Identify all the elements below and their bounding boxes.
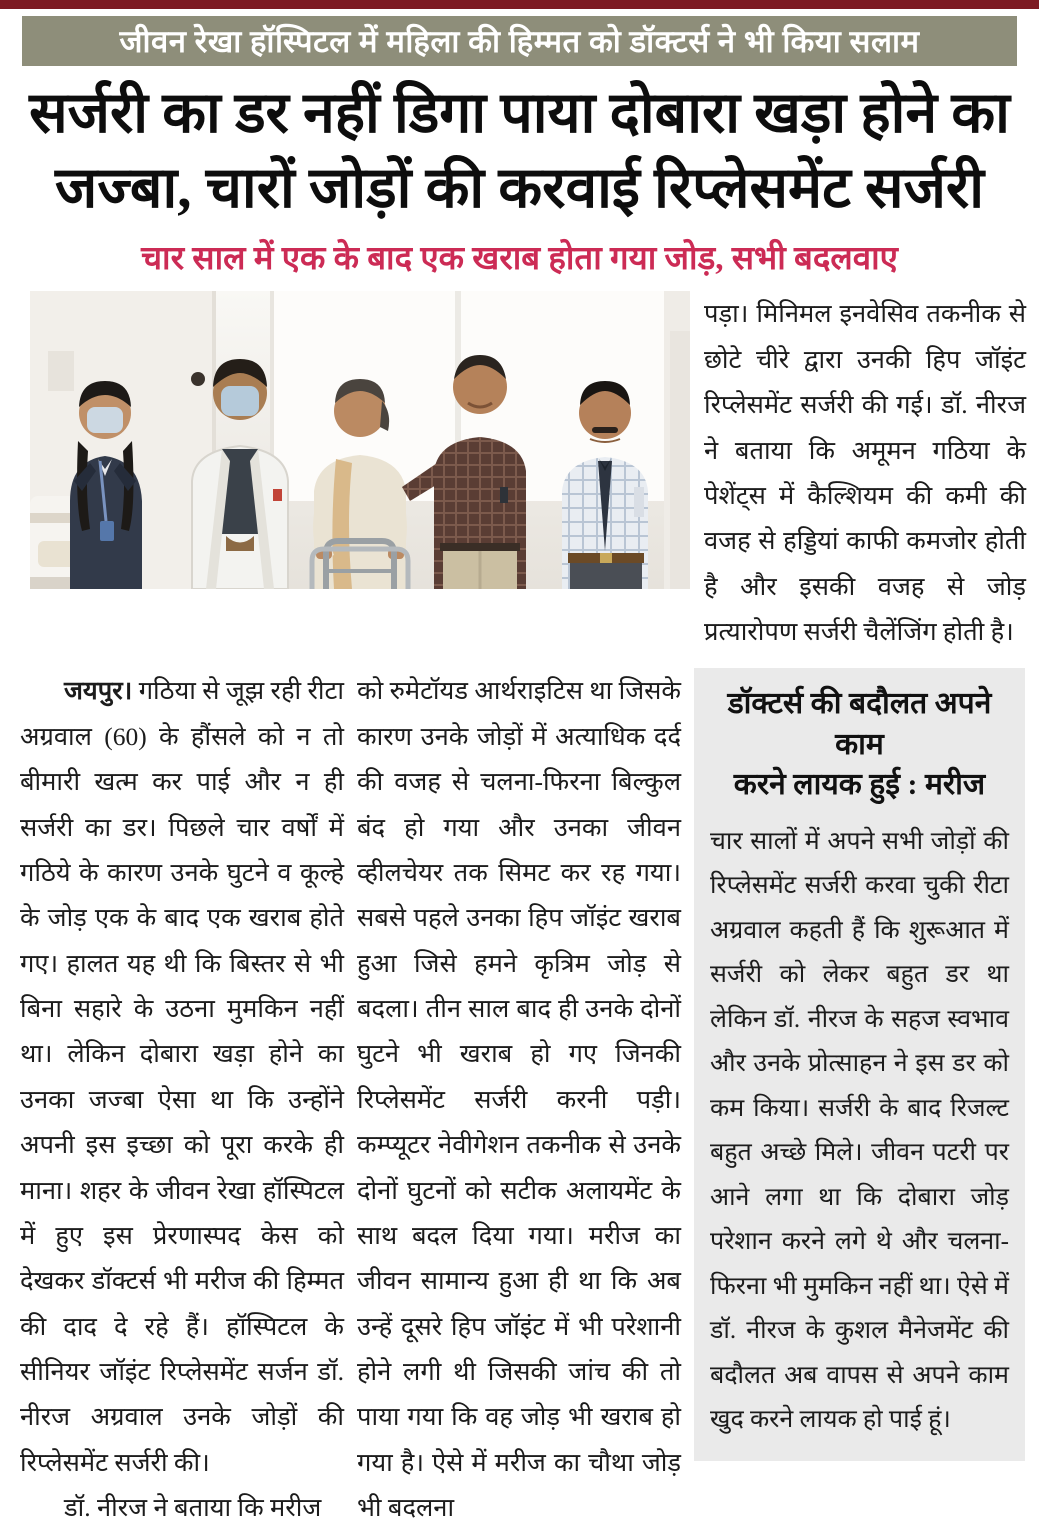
hospital-group-photo-graphic	[30, 291, 690, 589]
top-accent-strip	[0, 0, 1039, 9]
column1-paragraph-2: डॉ. नीरज ने बताया कि मरीज	[64, 1493, 322, 1523]
column2-paragraph: को रुमेटॉयड आर्थराइटिस था जिसके कारण उनके जोड़ों में अत्याधिक दर्द की वजह से चलना-फिरना बिल्कुल बंद हो गया और उनका जीवन व्हीलचेयर तक सिमट कर रह गया। सबसे पहले उनका हिप जॉइंट खराब हुआ जिसे हमने कृत्रिम जोड़ से बदला। तीन साल बाद ही उनके दोनों घुटने भी खराब हो गए जिनकी रिप्लेसमेंट सर्जरी करनी पड़ी। कम्प्यूटर नेवीगेशन तकनीक से उनके दोनों घुटनों को सटीक अलायमेंट के साथ बदल दिया गया। मरीज का जीवन सामान्य हुआ ही था कि अब उन्हें दूसरे हिप जॉइंट में भी परेशानी होने लगी थी जिसकी जांच की तो पाया गया कि वह जोड़ भी खराब हो गया है। ऐसे में मरीज का चौथा जोड़ भी बदलना	[357, 676, 681, 1523]
photo-and-lede-row	[30, 291, 1026, 654]
kicker-text: जीवन रेखा हॉस्पिटल में महिला की हिम्मत को डॉक्टर्स ने भी किया सलाम	[119, 24, 920, 59]
main-headline	[12, 76, 1027, 226]
patient-quote-box	[694, 668, 1025, 1461]
headline-line2: जज्बा, चारों जोड़ों की करवाई रिप्लेसमेंट सर्जरी	[55, 157, 984, 221]
article-column-1	[20, 668, 344, 1530]
kicker-banner	[22, 16, 1017, 66]
quote-box-body: चार सालों में अपने सभी जोड़ों की रिप्लेसमेंट सर्जरी करवा चुकी रीटा अग्रवाल कहती हैं कि शुरूआत में सर्जरी को लेकर बहुत डर था लेकिन डॉ. नीरज के सहज स्वभाव और उनके प्रोत्साहन ने इस डर को कम किया। सर्जरी के बाद रिजल्ट बहुत अच्छे मिले। जीवन पटरी पर आने लगा था कि दोबारा जोड़ परेशान करने लगे थे और चलना-फिरना भी मुमकिन नहीं था। ऐसे में डॉ. नीरज के कुशल मैनेजमेंट की बदौलत अब वापस से अपने काम खुद करने लायक हो पाई हूं।	[710, 827, 1009, 1434]
article-column-2	[357, 668, 681, 1530]
article-columns	[20, 668, 1019, 1530]
column1-body: गठिया से जूझ रही रीटा अग्रवाल (60) के हौंसले को न तो बीमारी खत्म कर पाई और न ही सर्जरी का डर। पिछले चार वर्षों में गठिये के कारण उनके घुटने व कूल्हे के जोड़ एक के बाद एक खराब होते गए। हालत यह थी कि बिस्तर से भी बिना सहारे के उठना मुमकिन नहीं था। लेकिन दोबारा खड़ा होने का उनका जज्बा ऐसा था कि उन्होंने अपनी इस इच्छा को पूरा करके ही माना। शहर के जीवन रेखा हॉस्पिटल में हुए इस प्रेरणास्पद केस को देखकर डॉक्टर्स भी मरीज की हिम्मत की दाद दे रहे हैं। हॉस्पिटल के सीनियर जॉइंट रिप्लेसमेंट सर्जन डॉ. नीरज अग्रवाल उनके जोड़ों की रिप्लेसमेंट सर्जरी की।	[20, 676, 344, 1477]
quote-box-heading	[710, 684, 1009, 806]
lede-continuation-text: पड़ा। मिनिमल इनवेसिव तकनीक से छोटे चीरे द्वारा उनकी हिप जॉइंट रिप्लेसमेंट सर्जरी की गई। डॉ. नीरज ने बताया कि अमूमन गठिया के पेशेंट्स में कैल्शियम की कमी की वजह से हड्डियां काफी कमजोर होती है और इसकी वजह से जोड़ प्रत्यारोपण सर्जरी चैलेंजिंग होती है।	[704, 299, 1026, 647]
quote-box-heading-line1: डॉक्टर्स की बदौलत अपने काम	[727, 687, 992, 761]
dateline: जयपुर।	[64, 676, 133, 706]
sub-headline: चार साल में एक के बाद एक खराब होता गया जोड़, सभी बदलवाए	[141, 241, 898, 278]
column1-paragraph-1	[20, 668, 344, 1485]
lede-continuation-column	[704, 291, 1026, 654]
headline-line1: सर्जरी का डर नहीं डिगा पाया दोबारा खड़ा होने का	[29, 82, 1010, 145]
quote-box-heading-line2: करने लायक हुई : मरीज	[733, 768, 986, 802]
article-photo	[30, 291, 690, 589]
